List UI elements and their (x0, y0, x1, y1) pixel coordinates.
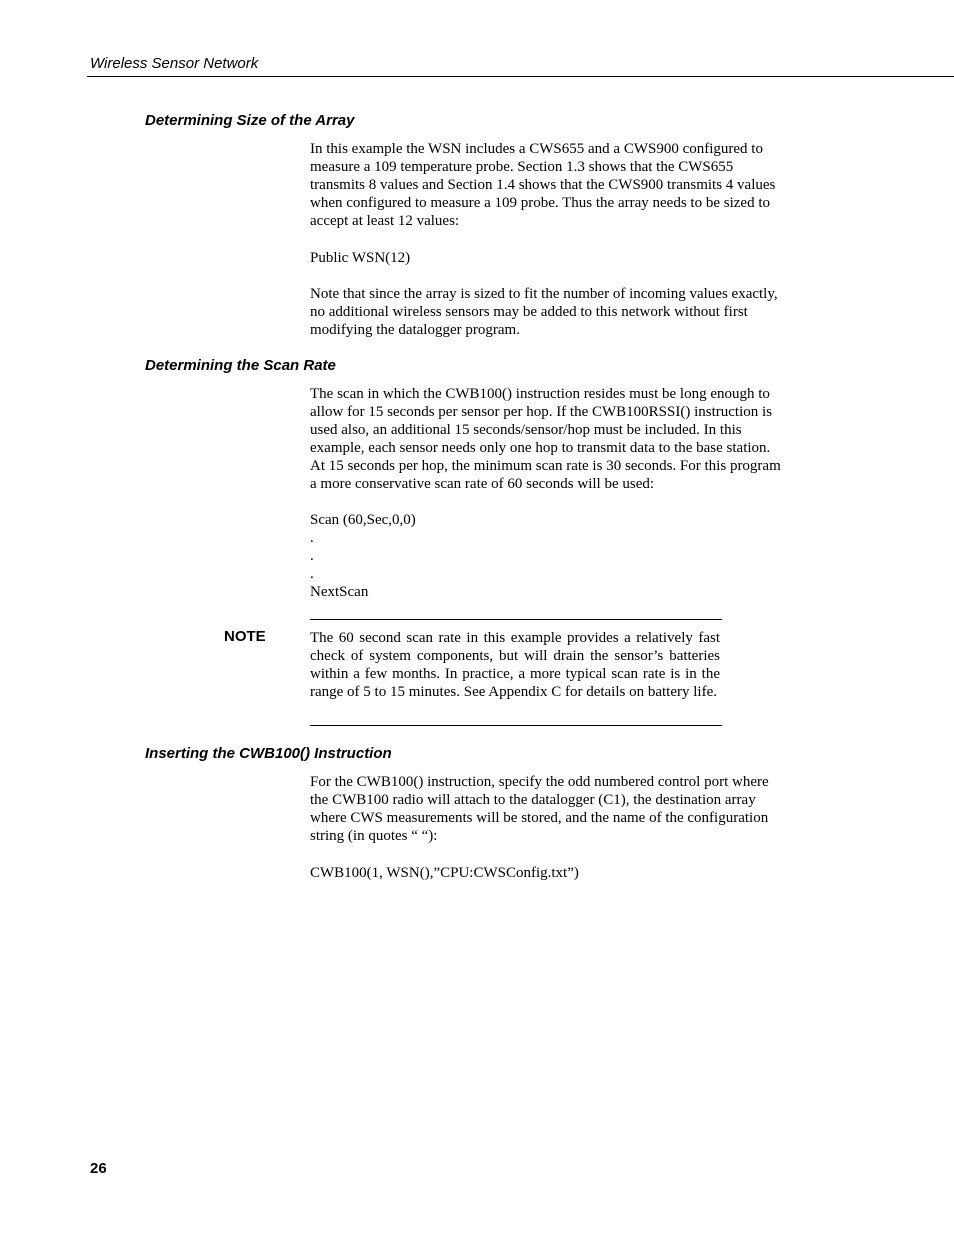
text-line: Note that since the array is sized to fit the number of incoming values exactly, (310, 286, 778, 302)
text-line: transmits 8 values and Section 1.4 shows that the CWS900 transmits 4 values (310, 177, 776, 193)
code-public-wsn: Public WSN(12) (310, 250, 411, 266)
text-line: the CWB100 radio will attach to the datalogger (C1), the destination array (310, 792, 756, 808)
text-line: allow for 15 seconds per sensor per hop. If the CWB100RSSI() instruction is (310, 404, 773, 420)
text-line: accept at least 12 values: (310, 213, 460, 229)
page-number: 26 (90, 1160, 107, 1177)
code-line: . (310, 566, 314, 582)
text-line: The scan in which the CWB100() instruction resides must be long enough to (310, 386, 770, 402)
note-label: NOTE (224, 628, 266, 645)
text-line: modifying the datalogger program. (310, 322, 520, 338)
note-text: The 60 second scan rate in this example provides a relatively fast check of system components, but will drain the sensor’s batteries within a few months. In practice, a more typical scan rate is in the range of 5 to 15 minutes. See Appendix C for details on battery life. (310, 630, 720, 700)
text-line: example, each sensor needs only one hop to transmit data to the base station. (310, 440, 771, 456)
text-line: For the CWB100() instruction, specify the odd numbered control port where (310, 774, 769, 790)
code-line: NextScan (310, 584, 369, 600)
code-line: Scan (60,Sec,0,0) (310, 512, 416, 528)
text-line: used also, an additional 15 seconds/sensor/hop must be included. In this (310, 422, 742, 438)
text-line: At 15 seconds per hop, the minimum scan rate is 30 seconds. For this program (310, 458, 781, 474)
text-line: where CWS measurements will be stored, and the name of the configuration (310, 810, 769, 826)
text-line: a more conservative scan rate of 60 seconds will be used: (310, 476, 655, 492)
section-heading-array-size: Determining Size of the Array (145, 112, 355, 129)
code-line: . (310, 548, 314, 564)
code-line: . (310, 530, 314, 546)
section-heading-cwb100-instruction: Inserting the CWB100() Instruction (145, 745, 392, 762)
section-heading-scan-rate: Determining the Scan Rate (145, 357, 336, 374)
running-header-title: Wireless Sensor Network (90, 55, 259, 72)
note-bottom-rule (310, 725, 722, 726)
text-line: no additional wireless sensors may be added to this network without first (310, 304, 748, 320)
code-scan-block (310, 511, 416, 601)
section-array-size-paragraph-2 (310, 285, 778, 339)
text-line: In this example the WSN includes a CWS655 and a CWS900 configured to (310, 141, 763, 157)
section-array-size-paragraph-1 (310, 140, 775, 230)
text-line: when configured to measure a 109 probe. Thus the array needs to be sized to (310, 195, 770, 211)
text-line: string (in quotes “ “): (310, 828, 438, 844)
code-cwb100-call: CWB100(1, WSN(),”CPU:CWSConfig.txt”) (310, 865, 579, 881)
note-top-rule (310, 619, 722, 620)
section-scan-rate-paragraph-1 (310, 385, 781, 493)
text-line: measure a 109 temperature probe. Section 1.3 shows that the CWS655 (310, 159, 734, 175)
header-divider (87, 76, 954, 77)
section-cwb100-paragraph-1 (310, 773, 769, 845)
